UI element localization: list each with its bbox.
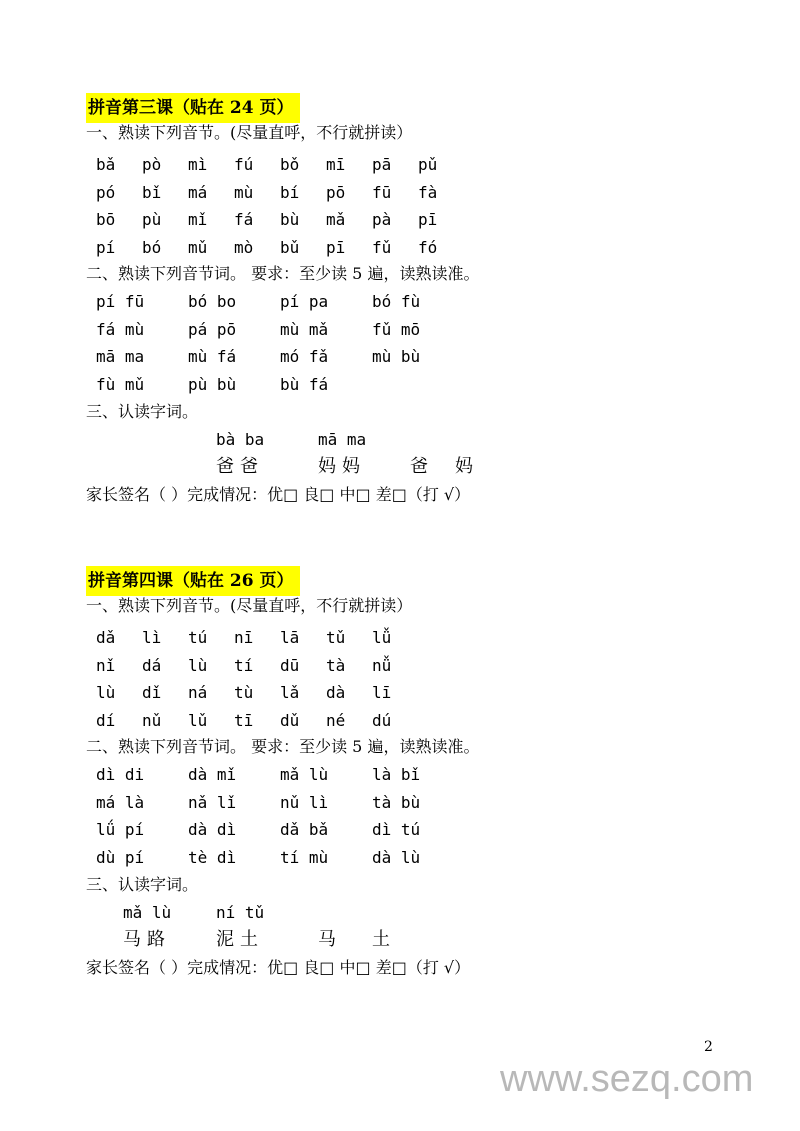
syllable: mǎ [326,210,346,229]
reading-chars: 土 [372,929,390,950]
section-3-heading: 三、认读字词。 [86,875,199,894]
syllable: bǒ [280,155,300,174]
reading-chars: 马路 [123,929,171,950]
syllable: dū [280,655,300,675]
syllable: lǎ [280,683,300,702]
syllable: dí [96,710,116,730]
lesson-title: 拼音第四课（贴在 26 页） [86,566,300,596]
syllable: nǚ [372,655,392,675]
pinyin-word: dà dì [188,820,237,839]
section-1-heading: 一、熟读下列音节。(尽量直呼，不行就拼读） [86,123,413,142]
watermark: www.sezq.com [500,1058,754,1100]
syllable: tǔ [326,628,346,647]
syllable: tà [326,655,346,675]
pinyin-word: mù mǎ [280,319,329,339]
syllable: ná [188,683,208,702]
syllable: bǔ [280,237,300,257]
pinyin-word: pù bù [188,374,237,394]
syllable: bí [280,182,300,202]
syllable: pò [142,155,162,174]
syllable: fó [418,237,438,257]
pinyin-word: dà mǐ [188,765,237,784]
syllable: lù [188,655,208,675]
syllable: fū [372,182,392,202]
pinyin-word: pí pa [280,292,329,311]
syllable: dú [372,710,392,730]
syllable: dǎ [96,628,116,647]
pinyin-word: mù fá [188,347,237,366]
pinyin-word: fù mǔ [96,374,145,394]
syllable: nǔ [142,710,162,730]
pinyin-word: dì di [96,765,145,784]
syllable: bō [96,210,116,229]
pinyin-word: lǘ pí [96,820,145,839]
syllable: mī [326,155,346,174]
pinyin-word: nǔ lì [280,792,329,812]
section-2-heading: 二、熟读下列音节词。 要求：至少读 5 遍，读熟读准。 [86,737,480,756]
pinyin-word: bó fù [372,292,421,311]
pinyin-word: dǎ bǎ [280,820,329,839]
reading-chars: 妈妈 [318,456,366,477]
syllable: bù [280,210,300,229]
syllable: nǐ [96,655,116,675]
syllable: tí [234,655,254,675]
lesson-title: 拼音第三课（贴在 24 页） [86,93,300,123]
syllable: mò [234,237,254,257]
syllable: lī [372,683,392,702]
syllable: tù [234,683,254,702]
pinyin-word: tí mù [280,847,329,867]
pinyin-word: mā ma [96,347,145,366]
syllable: pī [418,210,438,229]
syllable: lǔ [188,710,208,730]
reading-pinyin: ní tǔ [216,903,265,922]
syllable: lù [96,683,116,702]
syllable: lì [142,628,162,647]
syllable: bó [142,237,162,257]
syllable: nī [234,628,254,647]
syllable: dǐ [142,683,162,702]
syllable: pō [326,182,346,202]
syllable: pó [96,182,116,202]
pinyin-word: dù pí [96,847,145,867]
pinyin-word: pá pō [188,319,237,339]
reading-chars: 妈 [455,456,473,477]
syllable: bǐ [142,182,162,202]
syllable: pī [326,237,346,257]
pinyin-word: mǎ lù [280,765,329,784]
syllable: pà [372,210,392,229]
pinyin-word: nǎ lǐ [188,792,237,812]
pinyin-word: pí fū [96,292,145,311]
parent-signature-line: 家长签名（ ）完成情况：优□ 良□ 中□ 差□（打 √） [86,485,471,504]
syllable: dá [142,655,162,675]
pinyin-word: bù fá [280,374,329,394]
pinyin-word: dì tú [372,820,421,839]
syllable: pù [142,210,162,229]
syllable: dà [326,683,346,702]
pinyin-word: bó bo [188,292,237,311]
syllable: pǔ [418,155,438,174]
section-2-heading: 二、熟读下列音节词。 要求：至少读 5 遍，读熟读准。 [86,264,480,283]
page-number: 2 [704,1039,713,1055]
syllable: mǐ [188,210,208,229]
syllable: pā [372,155,392,174]
syllable: lā [280,628,300,647]
pinyin-word: tè dì [188,847,237,867]
syllable: lǚ [372,628,392,647]
reading-chars: 马 [318,929,336,950]
reading-chars: 爸 [410,456,428,477]
pinyin-word: má là [96,792,145,812]
reading-pinyin: bà ba [216,430,265,449]
pinyin-word: là bǐ [372,765,421,784]
syllable: fú [234,155,254,174]
syllable: bǎ [96,155,116,174]
reading-pinyin: mā ma [318,430,367,449]
parent-signature-line: 家长签名（ ）完成情况：优□ 良□ 中□ 差□（打 √） [86,958,471,977]
syllable: dǔ [280,710,300,730]
section-3-heading: 三、认读字词。 [86,402,199,421]
reading-pinyin: mǎ lù [123,903,172,922]
syllable: fǔ [372,237,392,257]
section-1-heading: 一、熟读下列音节。(尽量直呼，不行就拼读） [86,596,413,615]
reading-chars: 爸爸 [216,456,264,477]
reading-chars: 泥土 [216,929,264,950]
pinyin-word: mó fǎ [280,347,329,366]
syllable: mù [234,182,254,202]
syllable: fá [234,210,254,229]
pinyin-word: mù bù [372,347,421,366]
syllable: mì [188,155,208,174]
syllable: má [188,182,208,202]
syllable: tī [234,710,254,730]
pinyin-word: dà lù [372,847,421,867]
syllable: mǔ [188,237,208,257]
syllable: pí [96,237,116,257]
syllable: né [326,710,346,730]
syllable: fà [418,182,438,202]
pinyin-word: tà bù [372,792,421,812]
pinyin-word: fǔ mō [372,319,421,339]
syllable: tú [188,628,208,647]
pinyin-word: fá mù [96,319,145,339]
